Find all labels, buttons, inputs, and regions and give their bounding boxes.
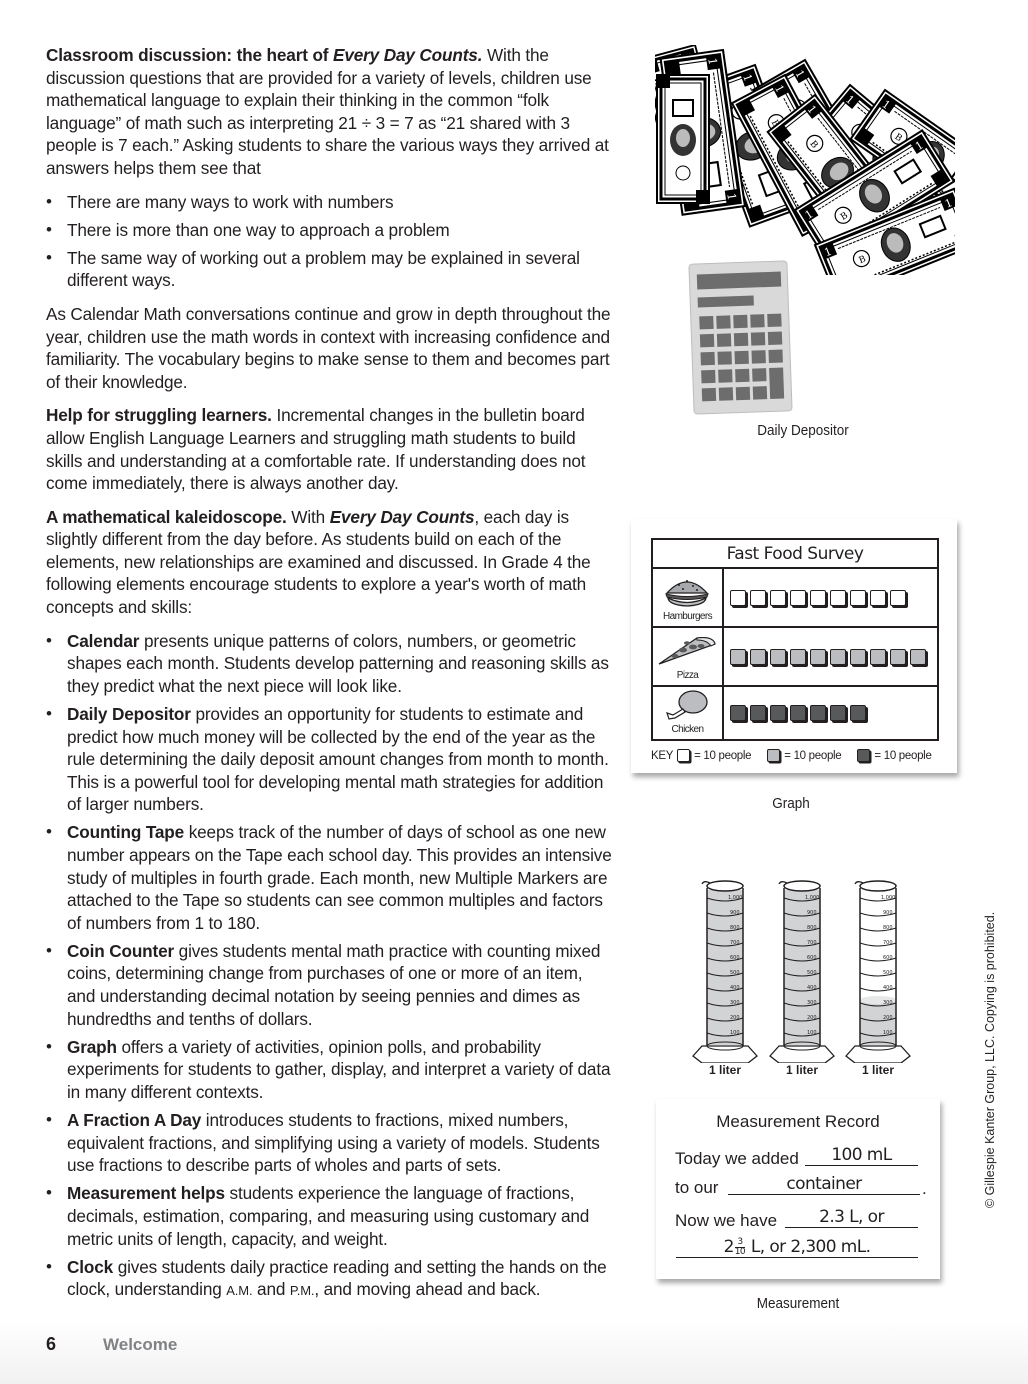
list-item-fraction-a-day xyxy=(46,1109,614,1177)
key-swatch-light xyxy=(767,749,780,762)
element-description: and xyxy=(252,1279,290,1300)
key-item: = 10 people xyxy=(784,749,842,762)
list-item: • There are many ways to work with numbers xyxy=(46,191,614,214)
paragraph-classroom-discussion xyxy=(46,44,614,180)
element-description: gives students daily practice reading and setting the hands on the clock, understanding xyxy=(67,1256,607,1300)
list-item-coin-counter xyxy=(46,940,614,1030)
list-item-clock xyxy=(46,1256,614,1303)
key-item: = 10 people xyxy=(874,749,932,762)
cylinder-label: 1 liter xyxy=(785,1063,818,1077)
element-name: A Fraction A Day xyxy=(67,1110,202,1131)
svg-text:400: 400 xyxy=(730,985,740,991)
list-item-daily-depositor xyxy=(46,703,614,816)
key-label: KEY xyxy=(651,749,674,762)
svg-text:600: 600 xyxy=(730,955,740,961)
daily-depositor-caption: Daily Depositor xyxy=(757,422,849,439)
element-name: Calendar xyxy=(67,630,140,651)
graph-row-pizza xyxy=(653,628,937,687)
alt-value-text: L, or 2,300 mL. xyxy=(746,1237,871,1257)
svg-text:500: 500 xyxy=(730,970,740,976)
svg-text:800: 800 xyxy=(883,925,893,931)
svg-text:100: 100 xyxy=(807,1030,817,1036)
measurement-record-card xyxy=(656,1099,940,1279)
paragraph-heading: Help for struggling learners. xyxy=(46,405,272,426)
pm-abbreviation: P.M. xyxy=(289,1283,315,1299)
am-abbreviation: A.M. xyxy=(226,1283,253,1299)
today-added-label: Today we added xyxy=(675,1149,799,1168)
svg-text:500: 500 xyxy=(883,970,893,976)
paragraph-kaleidoscope xyxy=(46,506,614,619)
to-our-label: to our xyxy=(675,1178,719,1197)
svg-text:900: 900 xyxy=(807,910,817,916)
element-name: Counting Tape xyxy=(67,822,185,843)
section-name: Welcome xyxy=(103,1335,178,1354)
svg-text:200: 200 xyxy=(807,1015,817,1021)
period: . xyxy=(922,1179,927,1198)
svg-text:800: 800 xyxy=(807,925,817,931)
calculator-keypad xyxy=(699,313,786,401)
cylinder-label: 1 liter xyxy=(708,1063,741,1077)
graph-row-hamburgers xyxy=(653,569,937,628)
element-name: Clock xyxy=(67,1256,114,1277)
copyright-notice: © Gillespie Kanter Group, LLC. Copying is prohibited. xyxy=(983,911,997,1208)
svg-text:300: 300 xyxy=(883,1000,893,1006)
svg-text:1,000: 1,000 xyxy=(805,895,820,901)
key-item: = 10 people xyxy=(694,749,752,762)
paragraph-heading: A mathematical kaleidoscope. xyxy=(46,506,287,527)
element-description: students experience the language of fractions, decimals, estimation, comparing, and measuring using customary and metric units of length, capacity, and weight. xyxy=(67,1183,590,1249)
dollar-bills-icon: 1 xyxy=(655,45,955,275)
graduated-cylinder-icon xyxy=(767,878,837,1063)
svg-text:100: 100 xyxy=(730,1030,740,1036)
list-item: • There is more than one way to approach a problem xyxy=(46,219,614,242)
svg-text:200: 200 xyxy=(883,1015,893,1021)
product-name: Every Day Counts xyxy=(329,506,475,527)
element-name: Measurement helps xyxy=(67,1183,225,1204)
paragraph-calendar-math: As Calendar Math conversations continue and grow in depth throughout the year, children use the math words in context with increasing confidence and familiarity. The vocabulary begins to make sense to them and becomes part of their knowledge. xyxy=(46,303,611,392)
row-label-cell xyxy=(653,628,724,685)
pizza-icon xyxy=(657,632,717,668)
paragraph-heading-italic: Every Day Counts. xyxy=(333,45,483,65)
total-amount-alt-value xyxy=(676,1237,918,1258)
element-description: , and moving ahead and back. xyxy=(314,1279,541,1300)
elements-bullet-list xyxy=(46,630,614,1303)
paragraph-heading: Classroom discussion: the heart of xyxy=(46,45,333,65)
svg-text:600: 600 xyxy=(883,955,893,961)
svg-text:600: 600 xyxy=(807,955,817,961)
mixed-number-whole: 2 xyxy=(723,1237,734,1257)
paragraph-text: With the discussion questions that are provided for a variety of levels, children use mathematical language to explain their thinking in the common “folk language” of math such as interpreting 21 ÷ 3 = 7 as “21 shared with 3 people is 7 each.” Asking students to share the various ways they arrived at answers helps them see that xyxy=(46,45,609,178)
graph-caption: Graph xyxy=(772,795,810,812)
element-description: gives students mental math practice with counting mixed coins, determining change from purchases of one or more of an item, and understanding decimal notation by seeing pennies and dimes as hundredths and tenths of dollars. xyxy=(67,940,601,1029)
total-amount-value: 2.3 L, or xyxy=(785,1207,918,1228)
svg-text:500: 500 xyxy=(807,970,817,976)
row-label: Hamburgers xyxy=(662,611,713,622)
element-name: Daily Depositor xyxy=(67,703,191,724)
list-item: • The same way of working out a problem may be explained in several different ways. xyxy=(46,247,614,292)
fraction-numerator: 3 xyxy=(735,1238,745,1248)
fraction-denominator: 10 xyxy=(734,1246,746,1257)
page-number: 6 xyxy=(46,1334,57,1354)
added-amount-value: 100 mL xyxy=(805,1145,918,1166)
svg-text:1,000: 1,000 xyxy=(881,895,896,901)
svg-text:400: 400 xyxy=(883,985,893,991)
key-swatch-dark xyxy=(857,749,870,762)
hamburger-icon xyxy=(663,573,711,611)
row-label-cell xyxy=(653,569,724,626)
graph-row-chicken xyxy=(653,687,937,739)
svg-text:100: 100 xyxy=(883,1030,893,1036)
list-item-calendar xyxy=(46,630,614,698)
measurement-caption: Measurement xyxy=(756,1295,840,1312)
svg-text:700: 700 xyxy=(807,940,817,946)
element-name: Coin Counter xyxy=(67,940,175,961)
pictograph-table xyxy=(651,538,939,741)
svg-text:1,000: 1,000 xyxy=(728,895,743,901)
row-label-cell xyxy=(653,687,724,739)
svg-text:900: 900 xyxy=(730,910,740,916)
graph-key xyxy=(651,749,932,762)
key-swatch-white xyxy=(677,749,690,762)
cylinder-label: 1 liter xyxy=(861,1063,894,1077)
chicken-leg-icon xyxy=(663,689,711,721)
svg-text:400: 400 xyxy=(807,985,817,991)
row-label: Pizza xyxy=(676,670,699,681)
element-description: keeps track of the number of days of school as one new number appears on the Tape each school day. This provides an intensive study of multiples in fourth grade. Each month, new Multiple Markers are attached to the Tape so students can see common multiples and factors of numbers from 1 to 180. xyxy=(67,822,612,933)
fraction xyxy=(735,1238,745,1257)
svg-text:900: 900 xyxy=(883,910,893,916)
graph-title: Fast Food Survey xyxy=(653,540,937,569)
element-description: provides an opportunity for students to estimate and predict how much money will be collected by the end of the year as the rule determining the daily deposit amount changes from month to month. This is a powerful tool for developing mental math strategies for addition of larger numbers. xyxy=(67,703,609,815)
graduated-cylinder-icon xyxy=(843,878,913,1063)
element-name: Graph xyxy=(67,1036,117,1057)
svg-text:700: 700 xyxy=(883,940,893,946)
svg-text:800: 800 xyxy=(730,925,740,931)
paragraph-text: With xyxy=(286,506,330,527)
paragraph-struggling-learners xyxy=(46,404,614,494)
svg-text:700: 700 xyxy=(730,940,740,946)
calculator-display xyxy=(697,272,781,290)
container-value: container xyxy=(728,1174,920,1195)
icon-row xyxy=(724,628,937,685)
list-item-counting-tape xyxy=(46,821,614,934)
list-item-measurement xyxy=(46,1182,614,1250)
now-we-have-label: Now we have xyxy=(675,1211,778,1230)
paragraph-text: Incremental changes in the bulletin board allow English Language Learners and struggling math students to build skills and understanding at a comfortable rate. If understanding does not come immediately, there is always another day. xyxy=(46,405,586,494)
article-body xyxy=(46,44,614,1314)
discussion-bullet-list xyxy=(46,191,614,292)
svg-text:300: 300 xyxy=(730,1000,740,1006)
list-item-graph xyxy=(46,1036,614,1104)
svg-text:200: 200 xyxy=(730,1015,740,1021)
paragraph-text: , each day is slightly different from the day before. As students build on each of the elements, new relationships are examined and discussed. In Grade 4 the following elements encourage students to explore a year's worth of math concepts and skills: xyxy=(46,506,591,618)
icon-row xyxy=(724,687,937,739)
calculator-display-secondary xyxy=(698,296,754,308)
element-description: presents unique patterns of colors, numbers, or geometric shapes each month. Students develop patterning and reasoning skills as they predict what the next piece will look like. xyxy=(67,630,609,696)
element-description: introduces students to fractions, mixed numbers, equivalent fractions, and simplifying using a variety of models. Students use fractions to describe parts of wholes and parts of sets. xyxy=(67,1110,600,1176)
icon-row xyxy=(724,569,937,626)
element-description: offers a variety of activities, opinion polls, and probability experiments for students to gather, display, and interpret a variety of data in many different contexts. xyxy=(67,1036,611,1102)
measurement-record-title: Measurement Record xyxy=(716,1112,880,1131)
row-label: Chicken xyxy=(671,724,704,735)
graduated-cylinder-icon xyxy=(690,878,760,1063)
calculator-icon xyxy=(688,260,792,414)
svg-text:300: 300 xyxy=(807,1000,817,1006)
fast-food-survey-graph xyxy=(631,519,957,773)
